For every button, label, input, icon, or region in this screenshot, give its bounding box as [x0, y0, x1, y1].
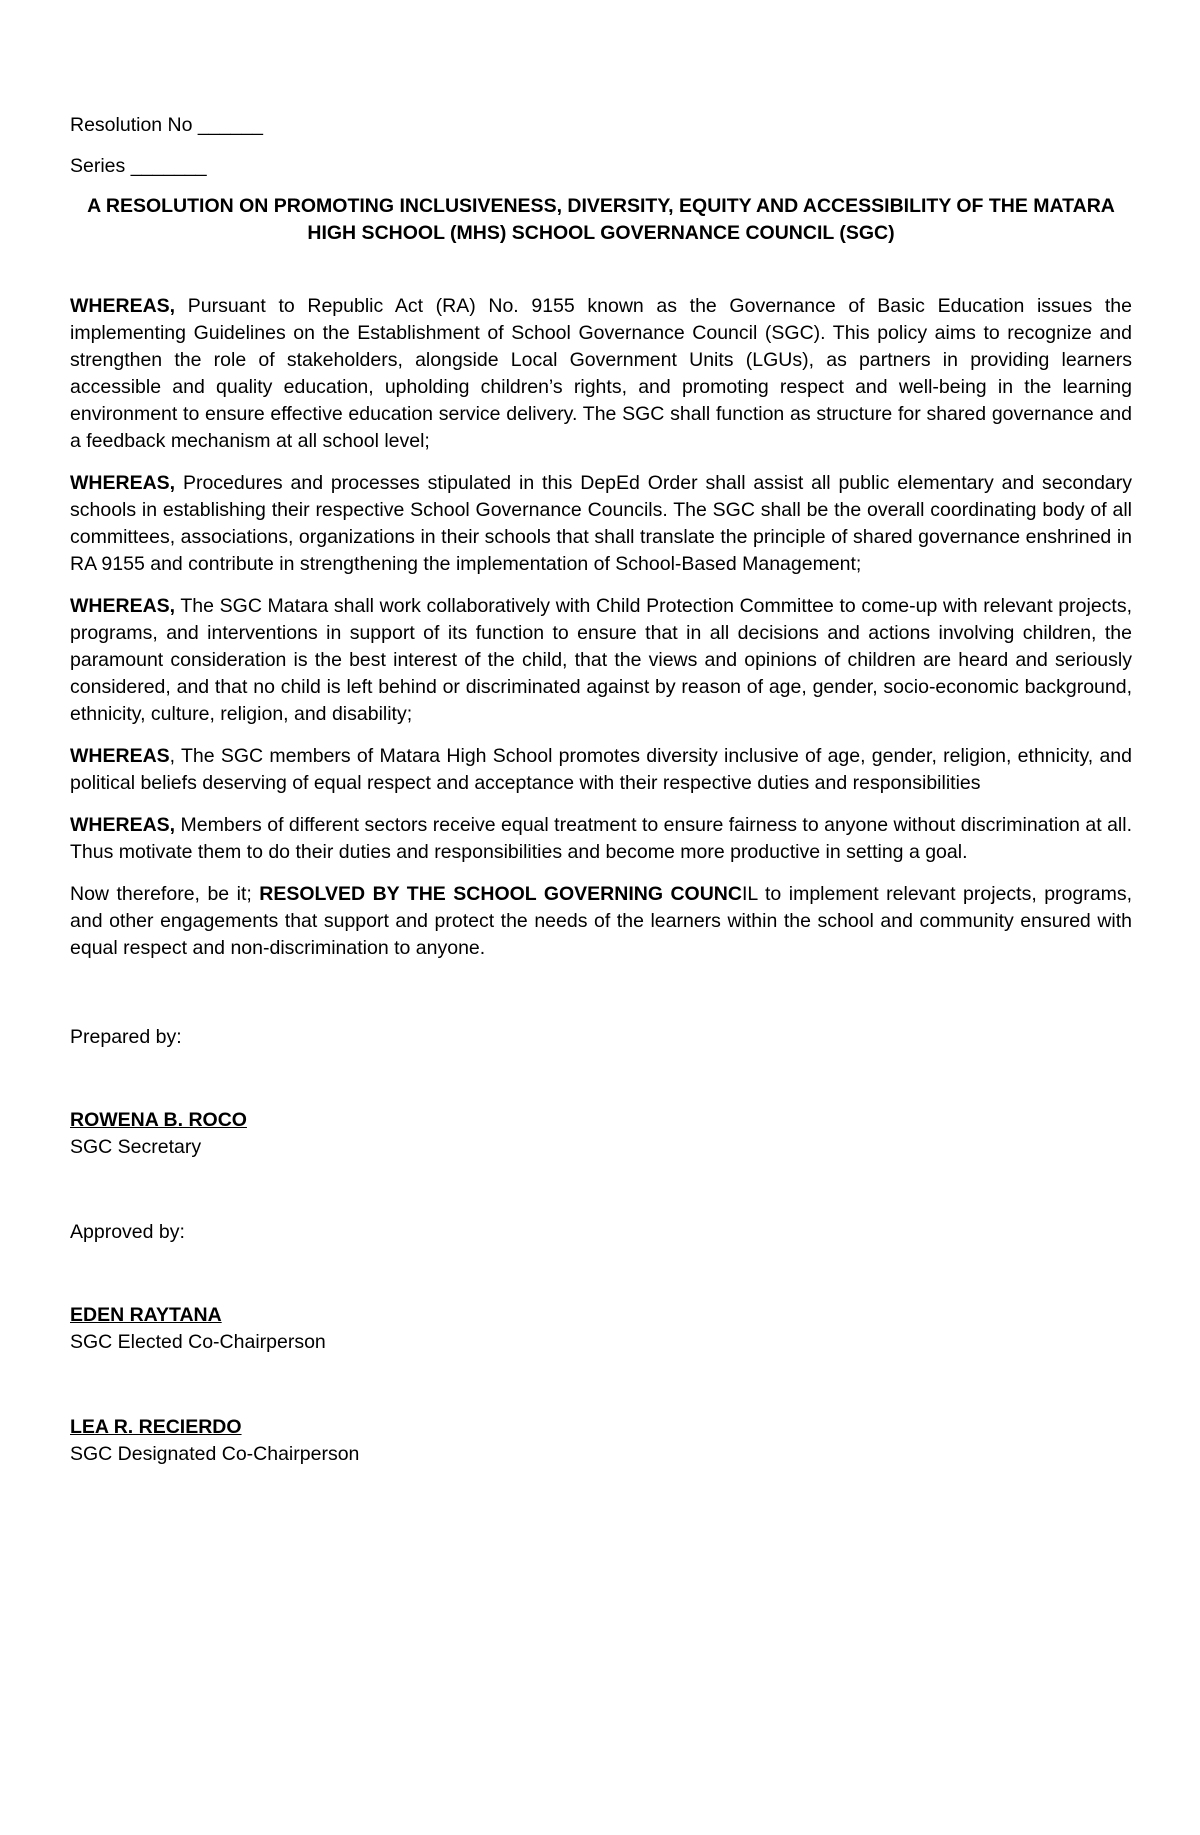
whereas-lead: WHEREAS [70, 745, 170, 767]
whereas-text: Procedures and processes stipulated in this DepEd Order shall assist all public elementary and secondary schools in establishing their respective School Governance Councils. The SGC shall be the overall coordinating body of all committees, associations, organizations in their schools that shall translate the principle of shared governance enshrined in RA 9155 and contribute in strengthening the implementation of School-Based Management; [70, 472, 1132, 575]
whereas-clause-1 [70, 293, 1132, 455]
whereas-text: Members of different sectors receive equal treatment to ensure fairness to anyone without discrimination at all. Thus motivate them to do their duties and responsibilities and become more productive in setting a goal. [70, 814, 1132, 863]
resolved-prefix: Now therefore, be it; [70, 883, 260, 905]
resolution-document [70, 112, 1132, 1468]
signatory-name: EDEN RAYTANA [70, 1304, 222, 1326]
signatory-block-designated [70, 1414, 1132, 1468]
signatory-role: SGC Designated Co-Chairperson [70, 1443, 360, 1465]
approved-by-label: Approved by: [70, 1221, 185, 1243]
whereas-lead: WHEREAS, [70, 814, 176, 836]
signatory-role: SGC Elected Co-Chairperson [70, 1331, 326, 1353]
resolved-suffix: IL to implement relevant projects, programs, and other engagements that support and protect the needs of the learners within the school and community ensured with equal respect and non-discrimination to anyone. [70, 883, 1132, 959]
signatory-name-secretary: ROWENA B. ROCO [70, 1109, 247, 1131]
whereas-text: Pursuant to Republic Act (RA) No. 9155 known as the Governance of Basic Education issues the implementing Guidelines on the Establishment of School Governance Council (SGC). This policy aims to recognize and strengthen the role of stakeholders, alongside Local Government Units (LGUs), as partners in providing learners accessible and quality education, upholding children’s rights, and promoting respect and well-being in the learning environment to ensure effective education service delivery. The SGC shall function as structure for shared governance and a feedback mechanism at all school level; [70, 295, 1132, 452]
document-title: A RESOLUTION ON PROMOTING INCLUSIVENESS, DIVERSITY, EQUITY AND ACCESSIBILITY OF THE MATARA HIGH SCHOOL (MHS) SCHOOL GOVERNANCE COUNCIL (SGC) [87, 195, 1115, 244]
whereas-clause-4 [70, 743, 1132, 797]
whereas-lead: WHEREAS, [70, 295, 176, 317]
whereas-text: The SGC Matara shall work collaboratively with Child Protection Committee to come-up with relevant projects, programs, and interventions in support of its function to ensure that in all decisions and actions involving children, the paramount consideration is the best interest of the child, that the views and opinions of children are heard and seriously considered, and that no child is left behind or discriminated against by reason of age, gender, socio-economic background, ethnicity, culture, religion, and disability; [70, 595, 1132, 725]
whereas-clause-2 [70, 470, 1132, 578]
whereas-lead: WHEREAS, [70, 472, 176, 494]
whereas-text: , The SGC members of Matara High School promotes diversity inclusive of age, gender, religion, ethnicity, and political beliefs deserving of equal respect and acceptance with their respective duties and responsibilities [70, 745, 1132, 794]
resolved-clause [70, 881, 1132, 962]
whereas-lead: WHEREAS, [70, 595, 176, 617]
series-number: Series _______ [70, 155, 207, 177]
resolution-number: Resolution No ______ [70, 114, 263, 136]
signatory-role-secretary: SGC Secretary [70, 1136, 202, 1158]
whereas-clause-3 [70, 593, 1132, 728]
signatory-name: LEA R. RECIERDO [70, 1416, 242, 1438]
prepared-by-label: Prepared by: [70, 1026, 182, 1048]
resolved-bold: RESOLVED BY THE SCHOOL GOVERNING COUNC [259, 883, 742, 905]
signatory-block-elected [70, 1302, 1132, 1356]
whereas-clause-5 [70, 812, 1132, 866]
